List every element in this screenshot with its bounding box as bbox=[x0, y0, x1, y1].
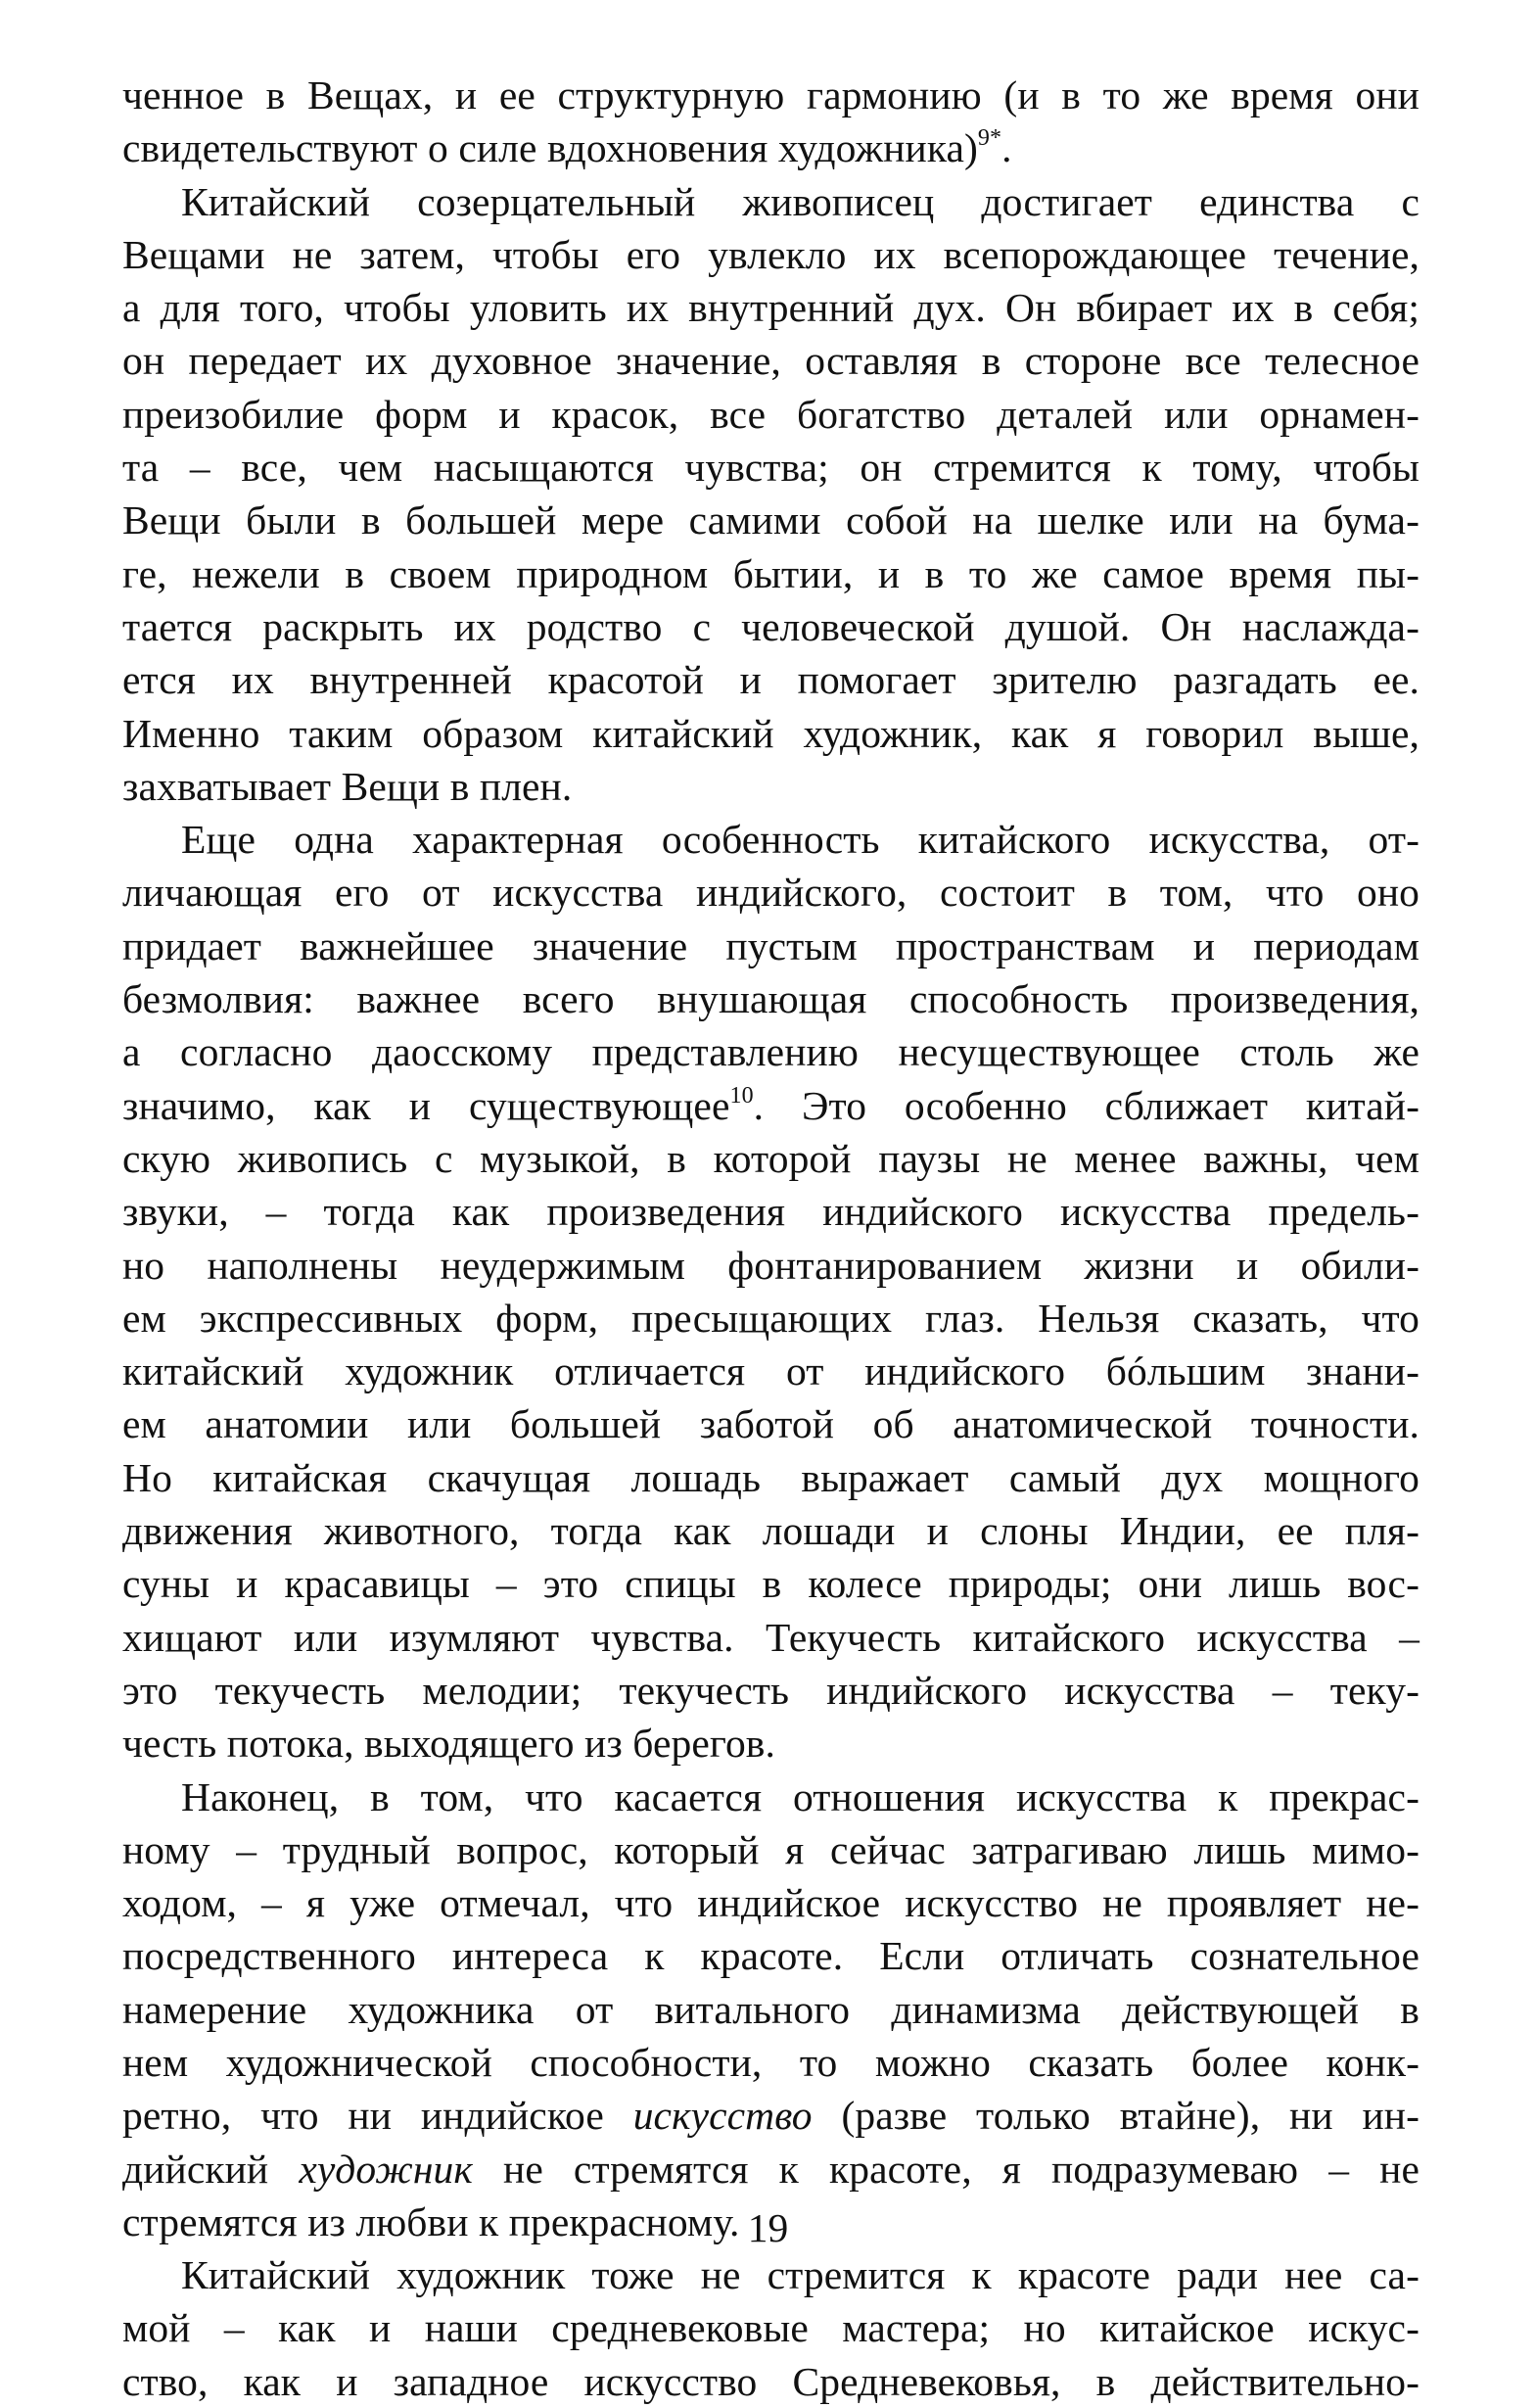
italic-word: искусство bbox=[632, 2093, 813, 2139]
text-line: Но китайская скачущая лошадь выражает самый дух мощного bbox=[122, 1454, 1420, 1500]
text-line: суны и красавицы – это спицы в колесе природы; они лишь вос- bbox=[122, 1561, 1420, 1607]
text-line: захватывает Вещи в плен. bbox=[122, 763, 573, 809]
text-line: ем экспрессивных форм, пресыщающих глаз. Нельзя сказать, что bbox=[122, 1295, 1420, 1341]
text-line: Еще одна характерная особенность китайского искусства, от- bbox=[181, 817, 1420, 863]
text-line: ге, нежели в своем природном бытии, и в то же самое время пы- bbox=[122, 550, 1420, 596]
footnote-mark: 10 bbox=[729, 1082, 754, 1109]
text-line: посредственного интереса к красоте. Если отличать сознательное bbox=[122, 1933, 1420, 1979]
text-line: намерение художника от витального динамизма действующей в bbox=[122, 1986, 1420, 2032]
text-line: Китайский художник тоже не стремится к красоте ради нее са- bbox=[181, 2252, 1420, 2298]
text-line: свидетельствуют о силе вдохновения художника)$^{9*}$. bbox=[122, 125, 1012, 171]
text-line: скую живопись с музыкой, в которой паузы не менее важны, чем bbox=[122, 1135, 1420, 1181]
text-line: преизобилие форм и красок, все богатство деталей или орнамен- bbox=[122, 391, 1420, 437]
paragraph-1 bbox=[122, 69, 1420, 175]
text-line: ство, как и западное искусство Средневековья, в действительно- bbox=[122, 2358, 1420, 2404]
text-line: ному – трудный вопрос, который я сейчас затрагиваю лишь мимо- bbox=[122, 1826, 1420, 1872]
text-line: честь потока, выходящего из берегов. bbox=[122, 1721, 775, 1767]
text-line: китайский художник отличается от индийского бóльшим знани- bbox=[122, 1348, 1420, 1394]
text-line: ходом, – я уже отмечал, что индийское искусство не проявляет не- bbox=[122, 1880, 1420, 1926]
text-line: а для того, чтобы уловить их внутренний дух. Он вбирает их в себя; bbox=[122, 285, 1420, 331]
text-line: он передает их духовное значение, оставляя в стороне все телесное bbox=[122, 338, 1420, 384]
text-line: но наполнены неудержимым фонтанированием жизни и обили- bbox=[122, 1242, 1420, 1288]
text-line: хищают или изумляют чувства. Текучесть китайского искусства – bbox=[122, 1614, 1420, 1660]
text-line: звуки, – тогда как произведения индийского искусства предель- bbox=[122, 1189, 1420, 1235]
footnote-mark: 9* bbox=[977, 125, 1002, 152]
paragraph-5 bbox=[122, 2248, 1420, 2408]
text-line: Вещами не затем, чтобы его увлекло их всепорождающее течение, bbox=[122, 231, 1420, 277]
page-number: 19 bbox=[747, 2205, 789, 2250]
text-line: придает важнейшее значение пустым пространствам и периодам bbox=[122, 922, 1420, 968]
text-line: значимо, как и существующее$^{10}$. Это особенно сближает китай- bbox=[122, 1082, 1420, 1128]
text-line: Вещи были в большей мере самими собой на шелке или на бума- bbox=[122, 497, 1420, 543]
text-line: а согласно даосскому представлению несуществующее столь же bbox=[122, 1029, 1420, 1075]
text-line: безмолвия: важнее всего внушающая способность произведения, bbox=[122, 976, 1420, 1022]
page-body bbox=[122, 69, 1420, 2408]
text-line: ется их внутренней красотой и помогает зрителю разгадать ее. bbox=[122, 657, 1420, 703]
text-line: движения животного, тогда как лошади и слоны Индии, ее пля- bbox=[122, 1508, 1420, 1554]
text-line: тается раскрыть их родство с человеческой душой. Он наслажда- bbox=[122, 603, 1420, 649]
text-line: Наконец, в том, что касается отношения искусства к прекрас- bbox=[181, 1773, 1420, 1819]
text-line: Именно таким образом китайский художник, как я говорил выше, bbox=[122, 710, 1420, 756]
paragraph-3 bbox=[122, 813, 1420, 1770]
text-line: мой – как и наши средневековые мастера; но китайское искус- bbox=[122, 2305, 1420, 2351]
text-line: та – все, чем насыщаются чувства; он стремится к тому, чтобы bbox=[122, 445, 1420, 491]
text-line: Китайский созерцательный живописец достигает единства с bbox=[181, 178, 1420, 224]
paragraph-4 bbox=[122, 1771, 1420, 2249]
text-line: нем художнической способности, то можно сказать более конк- bbox=[122, 2039, 1420, 2085]
text-line: личающая его от искусства индийского, состоит в том, что оно bbox=[122, 870, 1420, 916]
italic-word: художник bbox=[299, 2146, 473, 2192]
text-line: ем анатомии или большей заботой об анатомической точности. bbox=[122, 1401, 1420, 1447]
text-line: ченное в Вещах, и ее структурную гармонию (и в то же время они bbox=[122, 72, 1420, 118]
text-line: стремятся из любви к прекрасному. bbox=[122, 2198, 740, 2244]
text-line: ретно, что ни индийское искусство (разве только втайне), ни ин- bbox=[122, 2093, 1420, 2139]
paragraph-2 bbox=[122, 175, 1420, 814]
text-line: дийский художник не стремятся к красоте, я подразумеваю – не bbox=[122, 2146, 1420, 2192]
text-line: это текучесть мелодии; текучесть индийского искусства – теку- bbox=[122, 1667, 1420, 1713]
